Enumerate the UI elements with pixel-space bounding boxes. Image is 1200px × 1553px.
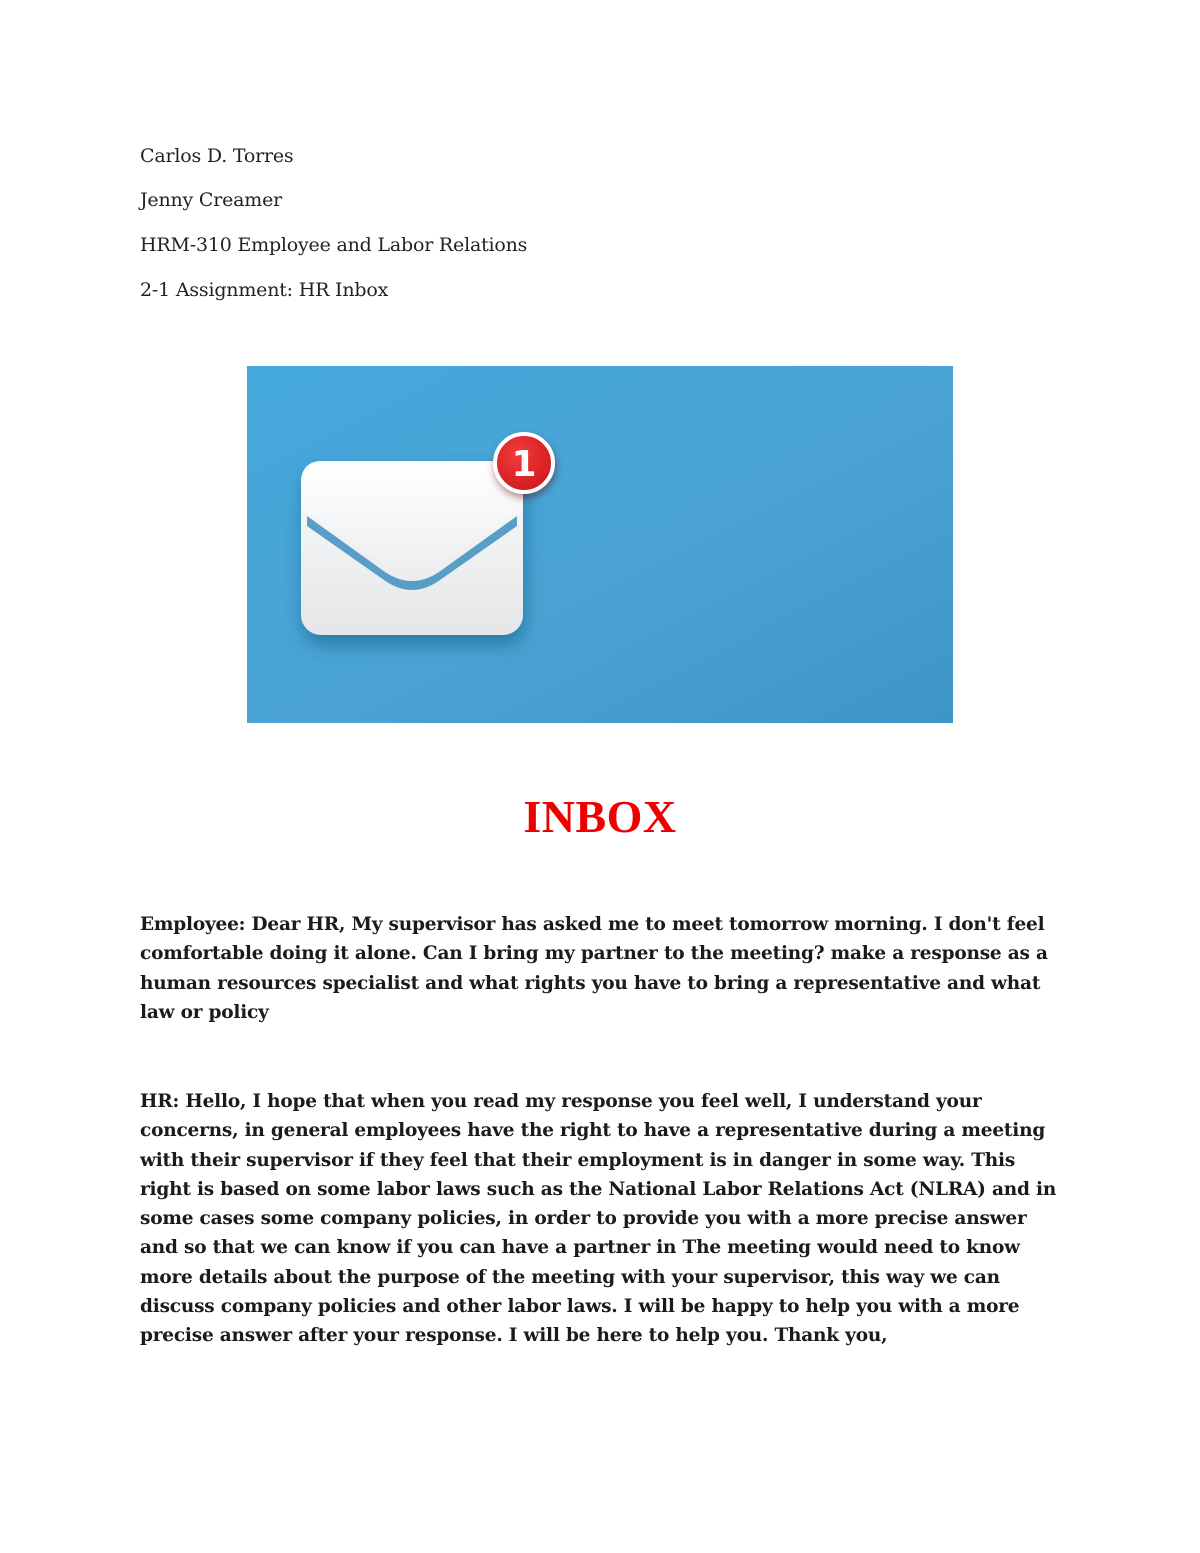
assignment-title: 2-1 Assignment: HR Inbox xyxy=(140,279,389,301)
course-title: HRM-310 Employee and Labor Relations xyxy=(140,234,528,256)
instructor-name: Jenny Creamer xyxy=(140,189,283,211)
inbox-title: INBOX xyxy=(523,791,677,842)
inbox-hero-image xyxy=(247,366,953,723)
employee-message: Employee: Dear HR, My supervisor has asked me to meet tomorrow morning. I don't feel comfortable doing it alone. Can I bring my partner to the meeting? make a response as a human resources specialist and what rights you have to bring a representative and what law or policy xyxy=(140,914,1048,1023)
notification-count: 1 xyxy=(511,444,537,485)
student-name: Carlos D. Torres xyxy=(140,145,294,167)
hr-response: HR: Hello, I hope that when you read my response you feel well, I understand your concerns, in general employees have the right to have a representative during a meeting with their supervisor if they feel that their employment is in danger in some way. This right is based on some labor laws such as the National Labor Relations Act (NLRA) and in some cases some company policies, in order to provide you with a more precise answer and so that we can know if you can have a partner in The meeting would need to know more details about the purpose of the meeting with your supervisor, this way we can discuss company policies and other labor laws. I will be happy to help you with a more precise answer after your response. I will be here to help you. Thank you, xyxy=(140,1091,1057,1347)
